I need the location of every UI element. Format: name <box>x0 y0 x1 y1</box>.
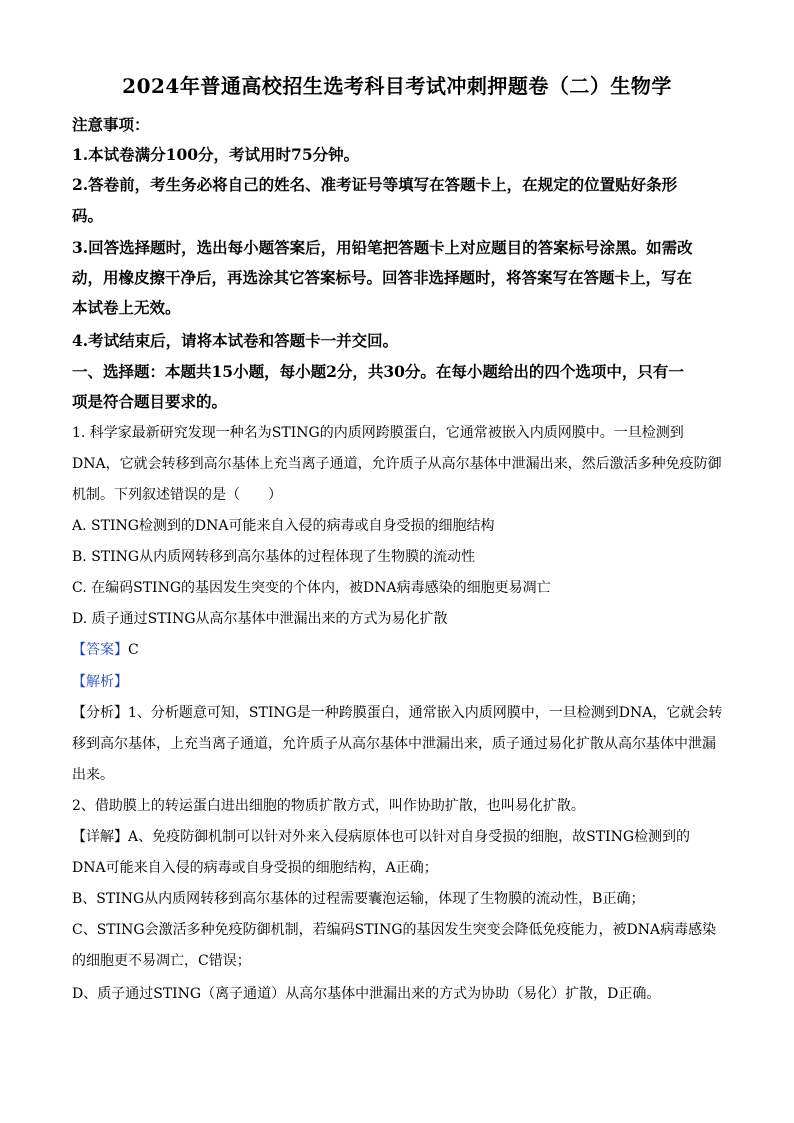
analysis-label: 【解析】 <box>72 674 128 690</box>
explanation-line: 移到高尔基体，上充当离子通道，允许质子从高尔基体中泄漏出来，质子通过易化扩散从高尔基体中泄漏 <box>72 736 716 752</box>
explanation-line: 2、借助膜上的转运蛋白进出细胞的物质扩散方式，叫作协助扩散，也叫易化扩散。 <box>72 798 585 814</box>
option-d: D. 质子通过STING从高尔基体中泄漏出来的方式为易化扩散 <box>72 611 448 627</box>
question-stem: 机制。下列叙述错误的是（ ） <box>72 487 282 503</box>
notice-item: 码。 <box>72 206 104 225</box>
question-stem: DNA，它就会转移到高尔基体上充当离子通道，允许质子从高尔基体中泄漏出来，然后激活多种免疫防御 <box>72 456 722 472</box>
option-a: A. STING检测到的DNA可能来自入侵的病毒或自身受损的细胞结构 <box>72 518 495 534</box>
explanation-line: 出来。 <box>72 767 114 783</box>
notice-item: 2.答卷前，考生务必将自己的姓名、准考证号等填写在答题卡上，在规定的位置贴好条形 <box>72 175 678 194</box>
notice-item: 1.本试卷满分100分，考试用时75分钟。 <box>72 145 360 164</box>
explanation-line: 【详解】A、免疫防御机制可以针对外来入侵病原体也可以针对自身受损的细胞，故STING检测到的 <box>72 829 691 845</box>
answer-line <box>72 639 722 659</box>
notice-item: 4.考试结束后，请将本试卷和答题卡一并交回。 <box>72 331 399 350</box>
option-b: B. STING从内质网转移到高尔基体的过程体现了生物膜的流动性 <box>72 549 476 565</box>
answer-label: 【答案】 <box>72 642 128 658</box>
notice-item: 动，用橡皮擦干净后，再选涂其它答案标号。回答非选择题时，将答案写在答题卡上，写在 <box>72 268 693 287</box>
question-stem: 1. 科学家最新研究发现一种名为STING的内质网跨膜蛋白，它通常被嵌入内质网膜中。一旦检测到 <box>72 425 684 441</box>
notice-item: 本试卷上无效。 <box>72 298 181 317</box>
answer-value: C <box>128 642 139 658</box>
notice-heading: 注意事项： <box>72 115 150 134</box>
option-c: C. 在编码STING的基因发生突变的个体内，被DNA病毒感染的细胞更易凋亡 <box>72 580 551 596</box>
page-title: 2024年普通高校招生选考科目考试冲刺押题卷（二）生物学 <box>122 74 672 98</box>
explanation-line: 的细胞更不易凋亡，C错误； <box>72 953 251 969</box>
explanation-line: D、质子通过STING（离子通道）从高尔基体中泄漏出来的方式为协助（易化）扩散，D正确。 <box>72 986 661 1002</box>
section-heading: 一、选择题：本题共15小题，每小题2分，共30分。在每小题给出的四个选项中，只有一 <box>72 362 684 381</box>
explanation-line: C、STING会激活多种免疫防御机制，若编码STING的基因发生突变会降低免疫能力，被DNA病毒感染 <box>72 922 717 938</box>
section-heading: 项是符合题目要求的。 <box>72 392 228 411</box>
explanation-line: 【分析】1、分析题意可知，STING是一种跨膜蛋白，通常嵌入内质网膜中，一旦检测到DNA，它就会转 <box>72 705 722 721</box>
explanation-line: B、STING从内质网转移到高尔基体的过程需要囊泡运输，体现了生物膜的流动性，B正确； <box>72 891 645 907</box>
explanation-line: DNA可能来自入侵的病毒或自身受损的细胞结构，A正确； <box>72 860 438 876</box>
notice-item: 3.回答选择题时，选出每小题答案后，用铅笔把答题卡上对应题目的答案标号涂黑。如需改 <box>72 238 693 257</box>
